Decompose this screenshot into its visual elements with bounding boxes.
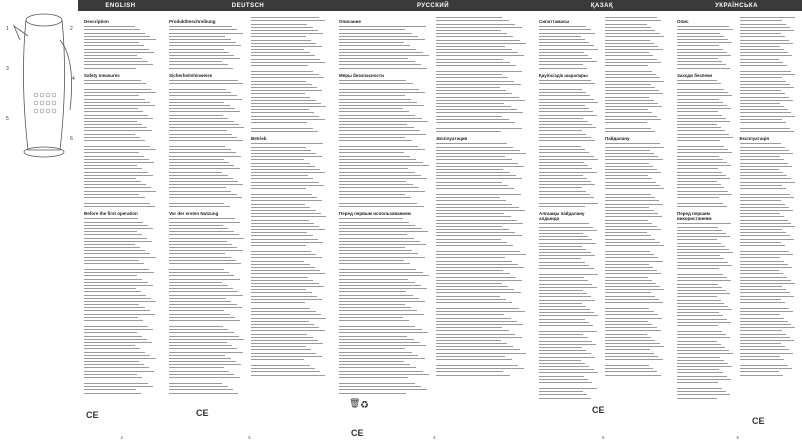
manual-column xyxy=(333,0,533,443)
recycle-icon: ♻ xyxy=(360,400,369,411)
manual-column xyxy=(533,0,671,443)
language-header: ҚАЗАҚ xyxy=(533,0,671,11)
text-block xyxy=(166,12,248,396)
section-heading: Перед первым использованием xyxy=(339,211,411,217)
manual-column xyxy=(671,0,802,443)
svg-text:5: 5 xyxy=(6,116,9,122)
section-heading: Меры безопасности xyxy=(339,72,384,78)
section-heading: Sicherheitshinweise xyxy=(169,72,213,78)
kettle-illustration xyxy=(0,0,78,443)
ce-mark-ua: CE xyxy=(752,416,765,426)
text-block xyxy=(248,12,330,378)
manual-column xyxy=(163,0,333,443)
page-number: 5 xyxy=(602,435,605,440)
text-block xyxy=(674,12,737,401)
ce-mark-de: CE xyxy=(196,408,209,418)
section-heading: Заходи безпеки xyxy=(677,72,713,78)
svg-text:3: 3 xyxy=(6,66,9,72)
section-heading: Қауіпсіздік шаралары xyxy=(539,72,588,78)
text-block xyxy=(536,12,602,401)
section-heading: Сипаттамасы xyxy=(539,19,570,24)
page-number: 3 xyxy=(248,435,251,440)
svg-text:6: 6 xyxy=(70,136,73,142)
section-heading: Алғашқы пайдалану алдында xyxy=(539,211,585,222)
ce-mark-kz: CE xyxy=(592,405,605,415)
section-heading: Safety measures xyxy=(84,72,120,78)
section-heading: Експлуатація xyxy=(739,136,770,142)
section-heading: Перед першим використанням xyxy=(677,211,712,222)
section-heading: Before the first operation xyxy=(84,211,138,217)
language-header: DEUTSCH xyxy=(163,0,333,11)
svg-text:1: 1 xyxy=(6,26,9,32)
section-heading: Description xyxy=(84,19,109,24)
language-header: ENGLISH xyxy=(78,0,163,11)
language-header: РУССКИЙ xyxy=(333,0,533,11)
text-block xyxy=(336,12,433,396)
page-number: 6 xyxy=(736,435,740,440)
section-heading: Пайдалану xyxy=(605,136,630,142)
section-heading: Эксплуатация xyxy=(436,136,468,142)
section-heading: Produktbeschreibung xyxy=(169,19,216,24)
manual-column xyxy=(78,0,163,443)
page-number: 2 xyxy=(120,435,124,440)
kettle-drawing xyxy=(6,14,75,157)
text-block xyxy=(737,12,800,378)
section-heading: Vor der ersten Nutzung xyxy=(169,211,219,217)
ce-mark-ru: CE xyxy=(351,428,364,438)
text-block xyxy=(433,12,530,378)
ce-mark-en: CE xyxy=(86,410,99,420)
svg-text:2: 2 xyxy=(70,26,73,32)
crossed-bin-icon: 🗑 xyxy=(349,398,361,408)
section-heading: Описание xyxy=(339,19,362,24)
page-number: 4 xyxy=(433,435,436,440)
svg-text:4: 4 xyxy=(72,76,75,82)
text-block xyxy=(81,12,160,396)
text-block xyxy=(602,12,668,378)
section-heading: Betrieb xyxy=(251,136,267,142)
section-heading: Опис xyxy=(677,19,689,24)
language-header: УКРАЇНСЬКА xyxy=(671,0,802,11)
